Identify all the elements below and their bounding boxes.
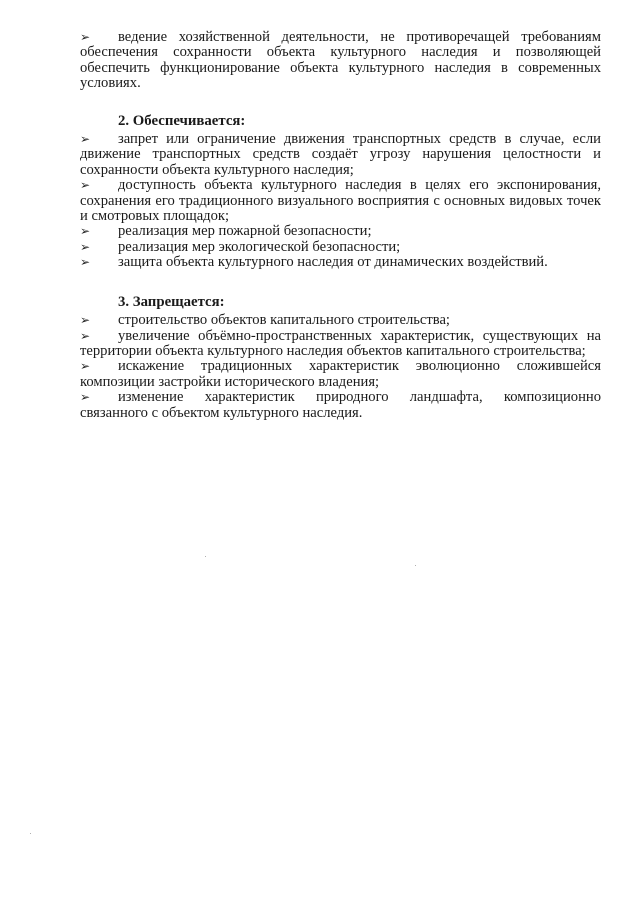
section-heading-prohibited: 3. Запрещается: [118, 293, 225, 310]
list-item [80, 329, 601, 360]
scan-speck [30, 833, 31, 834]
list-item-text: реализация мер пожарной безопасности; [118, 223, 372, 240]
list-item-text: искажение традиционных характеристик эволюционно сложившейся композиции застройки исторического владения; [80, 358, 601, 390]
section-heading-provided: 2. Обеспечивается: [118, 112, 246, 129]
list-item [80, 359, 601, 390]
list-item [80, 313, 601, 328]
arrow-bullet-icon: ➢ [80, 328, 91, 343]
list-item [80, 224, 601, 239]
scan-speck [205, 556, 206, 557]
arrow-bullet-icon: ➢ [80, 178, 91, 193]
list-item [80, 390, 601, 421]
arrow-bullet-icon: ➢ [80, 255, 91, 270]
arrow-bullet-icon: ➢ [80, 390, 91, 405]
list-item-text: запрет или ограничение движения транспортных средств в случае, если движение транспортных средств создаёт угрозу нарушения целостности и сохранности объекта культурного наследия; [80, 131, 601, 178]
list-item-text: доступность объекта культурного наследия в целях его экспонирования, сохранения его традиционного визуального восприятия с основных видовых точек и смотровых площадок; [80, 177, 601, 225]
list-item-text: увеличение объёмно-пространственных характеристик, существующих на территории объекта культурного наследия объектов капитального строительства; [80, 327, 601, 359]
scan-speck [415, 565, 416, 566]
list-item-intro [80, 30, 601, 92]
arrow-bullet-icon: ➢ [80, 132, 91, 147]
arrow-bullet-icon: ➢ [80, 239, 91, 254]
list-item [80, 255, 601, 270]
arrow-bullet-icon: ➢ [80, 30, 91, 44]
list-item-text: строительство объектов капитального строительства; [118, 312, 450, 329]
list-item [80, 178, 601, 224]
arrow-bullet-icon: ➢ [80, 359, 91, 374]
list-item-text: защита объекта культурного наследия от динамических воздействий. [118, 254, 548, 271]
list-item [80, 132, 601, 178]
list-item-text: ведение хозяйственной деятельности, не противоречащей требованиям обеспечения сохранности объекта культурного наследия и позволяющей обеспечить функционирование объекта культурного наследия в современных условиях. [80, 29, 601, 92]
document-body [80, 30, 601, 421]
list-item-text: реализация мер экологической безопасности; [118, 238, 401, 255]
arrow-bullet-icon: ➢ [80, 224, 91, 239]
arrow-bullet-icon: ➢ [80, 313, 91, 328]
list-item-text: изменение характеристик природного ландшафта, композиционно связанного с объектом культурного наследия. [80, 389, 601, 421]
list-item [80, 240, 601, 255]
